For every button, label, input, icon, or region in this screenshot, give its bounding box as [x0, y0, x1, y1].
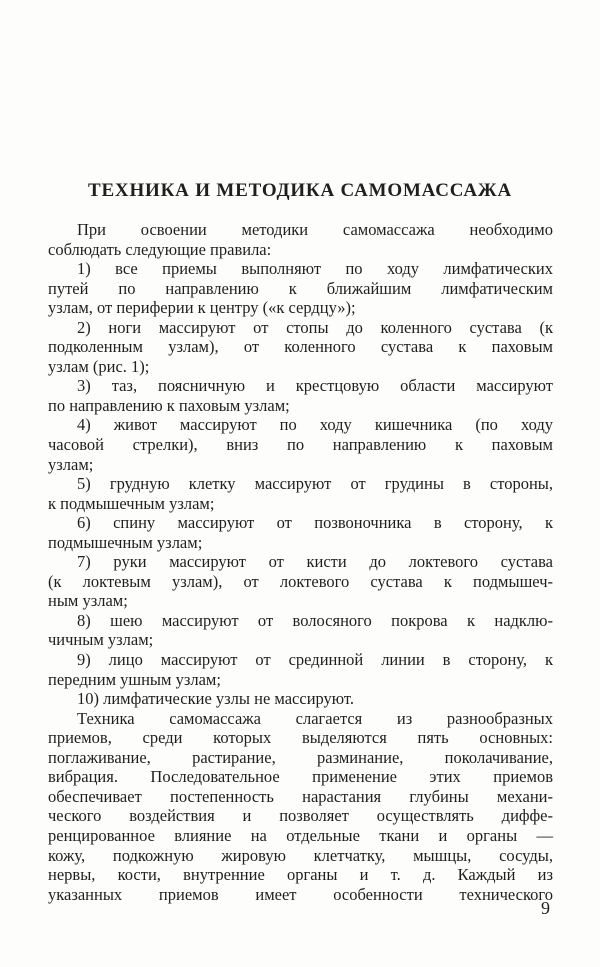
text-line: чичным узлам; [48, 630, 154, 650]
text-line: 1) все приемы выполняют по ходу лимфатических [77, 259, 553, 279]
text-line: 9) лицо массируют от срединной линии в сторону, к [77, 650, 553, 670]
text-line: путей по направлению к ближайшим лимфатическим [48, 278, 553, 298]
text-line: При освоении методики самомассажа необходимо [77, 220, 553, 239]
text-line: передним ушным узлам; [48, 669, 221, 689]
text-line: вибрация. Последовательное применение этих приемов [48, 767, 553, 787]
text-line: соблюдать следующие правила: [48, 239, 272, 259]
page-title: ТЕХНИКА И МЕТОДИКА САМОМАССАЖА [87, 180, 512, 201]
text-line: узлам; [48, 454, 94, 474]
text-body [48, 220, 553, 904]
text-line: узлам (рис. 1); [48, 356, 150, 376]
text-line: ренцированное влияние на отдельные ткани и органы — [48, 825, 553, 845]
text-line: нервы, кости, внутренние органы и т. д. Каждый из [48, 865, 553, 885]
text-line: обеспечивает постепенность нарастания глубины механи- [48, 786, 553, 806]
page-number: 9 [541, 898, 550, 918]
text-line: поглаживание, растирание, разминание, поколачивание, [48, 747, 553, 767]
text-line: к подмышечным узлам; [48, 493, 215, 513]
text-line: 5) грудную клетку массируют от грудины в стороны, [77, 474, 553, 494]
text-line: подмышечным узлам; [48, 532, 203, 552]
text-line: Техника самомассажа слагается из разнообразных [77, 708, 553, 728]
text-line: узлам, от периферии к центру («к сердцу»); [48, 298, 356, 318]
text-line: 6) спину массируют от позвоночника в сторону, к [77, 513, 553, 533]
text-line: 3) таз, поясничную и крестцовую области массируют [77, 376, 553, 396]
text-line: 2) ноги массируют от стопы до коленного сустава (к [77, 317, 553, 337]
text-line: подколенным узлам), от коленного сустава к паховым [48, 337, 553, 357]
text-line: 4) живот массируют по ходу кишечника (по ходу [77, 415, 553, 435]
text-line: часовой стрелки), вниз по направлению к паховым [48, 435, 553, 455]
text-line: указанных приемов имеет особенности технического [48, 884, 553, 904]
text-line: (к локтевым узлам), от локтевого сустава к подмышеч- [48, 571, 553, 591]
text-line: 8) шею массируют от волосяного покрова к надклю- [77, 610, 553, 630]
text-line: ческого воздействия и позволяет осуществлять диффе- [48, 806, 553, 826]
text-line: приемов, среди которых выделяются пять основных: [48, 728, 553, 748]
text-line: 10) лимфатические узлы не массируют. [77, 689, 355, 709]
text-line: кожу, подкожную жировую клетчатку, мышцы, сосуды, [48, 845, 553, 865]
text-line: по направлению к паховым узлам; [48, 395, 290, 415]
text-line: ным узлам; [48, 591, 128, 611]
text-line: 7) руки массируют от кисти до локтевого сустава [77, 552, 553, 572]
